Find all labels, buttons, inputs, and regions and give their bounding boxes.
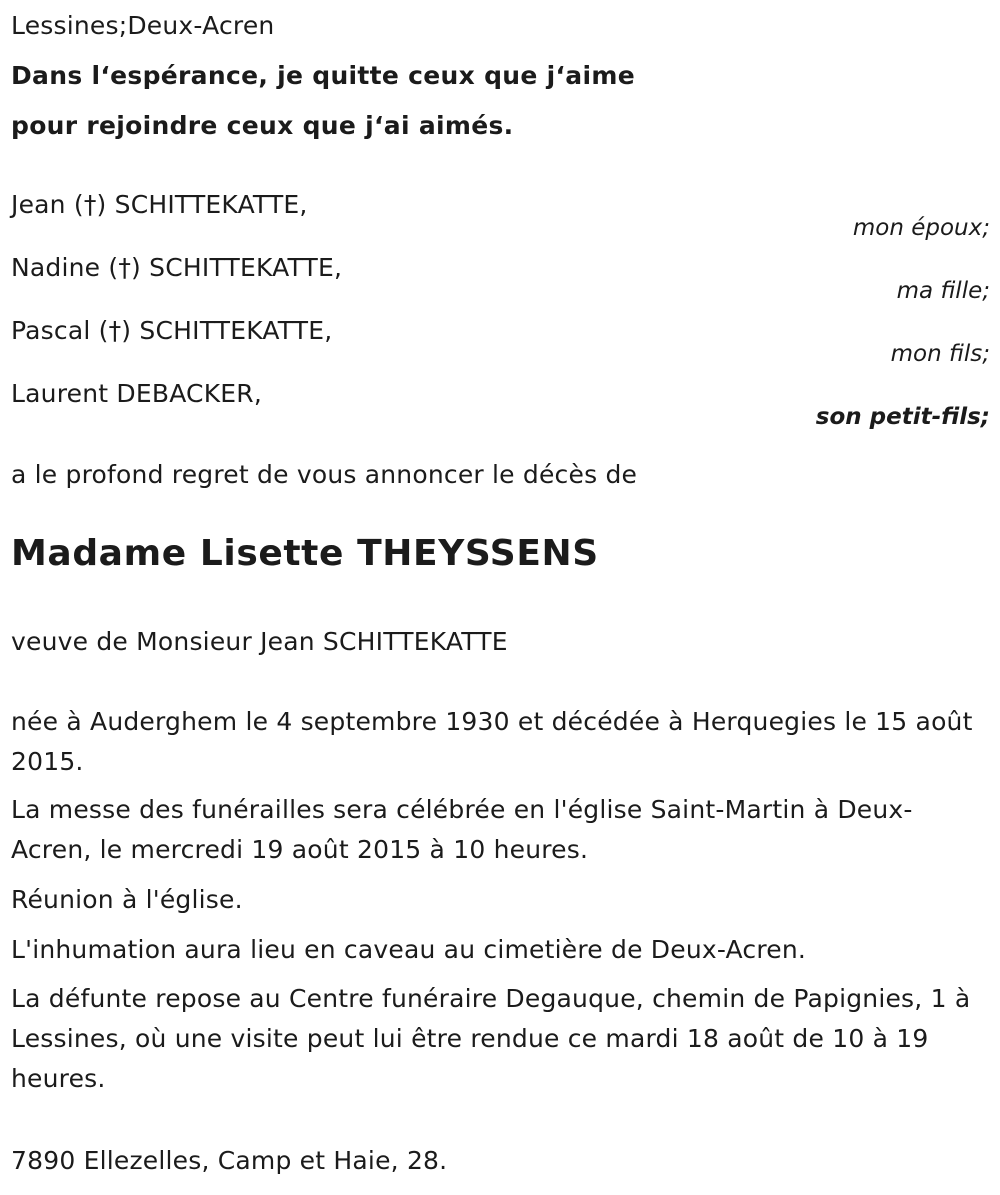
visitation-paragraph: La défunte repose au Centre funéraire Degauque, chemin de Papignies, 1 à Lessines, où une visite peut lui être rendue ce mardi 18 août de 10 à 19 heures. <box>11 984 971 1093</box>
family-member-relation: mon époux; <box>852 215 990 241</box>
family-member-name: Jean (†) SCHITTEKATTE, <box>11 190 308 219</box>
family-member-name: Pascal (†) SCHITTEKATTE, <box>11 316 333 345</box>
family-member-relation: ma fille; <box>896 278 990 304</box>
announcement-text: a le profond regret de vous annoncer le décès de <box>11 460 638 489</box>
family-member-name: Nadine (†) SCHITTEKATTE, <box>11 253 343 282</box>
funeral-mass-paragraph: La messe des funérailles sera célébrée en l'église Saint-Martin à Deux-Acren, le mercredi 19 août 2015 à 10 heures. <box>11 795 913 864</box>
family-member-relation: son petit-fils; <box>815 404 990 430</box>
verse-line-1: Dans l‘espérance, je quitte ceux que j‘aime <box>11 61 635 90</box>
widow-of-line: veuve de Monsieur Jean SCHITTEKATTE <box>11 627 508 656</box>
family-member-relation: mon fils; <box>890 341 990 367</box>
birth-death-paragraph: née à Auderghem le 4 septembre 1930 et décédée à Herquegies le 15 août 2015. <box>11 707 973 776</box>
address-line: 7890 Ellezelles, Camp et Haie, 28. <box>11 1146 448 1175</box>
meeting-paragraph: Réunion à l'église. <box>11 885 243 914</box>
burial-paragraph: L'inhumation aura lieu en caveau au cimetière de Deux-Acren. <box>11 935 807 964</box>
location-line: Lessines;Deux-Acren <box>11 11 275 40</box>
verse-line-2: pour rejoindre ceux que j‘ai aimés. <box>11 111 514 140</box>
family-member-name: Laurent DEBACKER, <box>11 379 263 408</box>
deceased-name: Madame Lisette THEYSSENS <box>11 533 599 574</box>
